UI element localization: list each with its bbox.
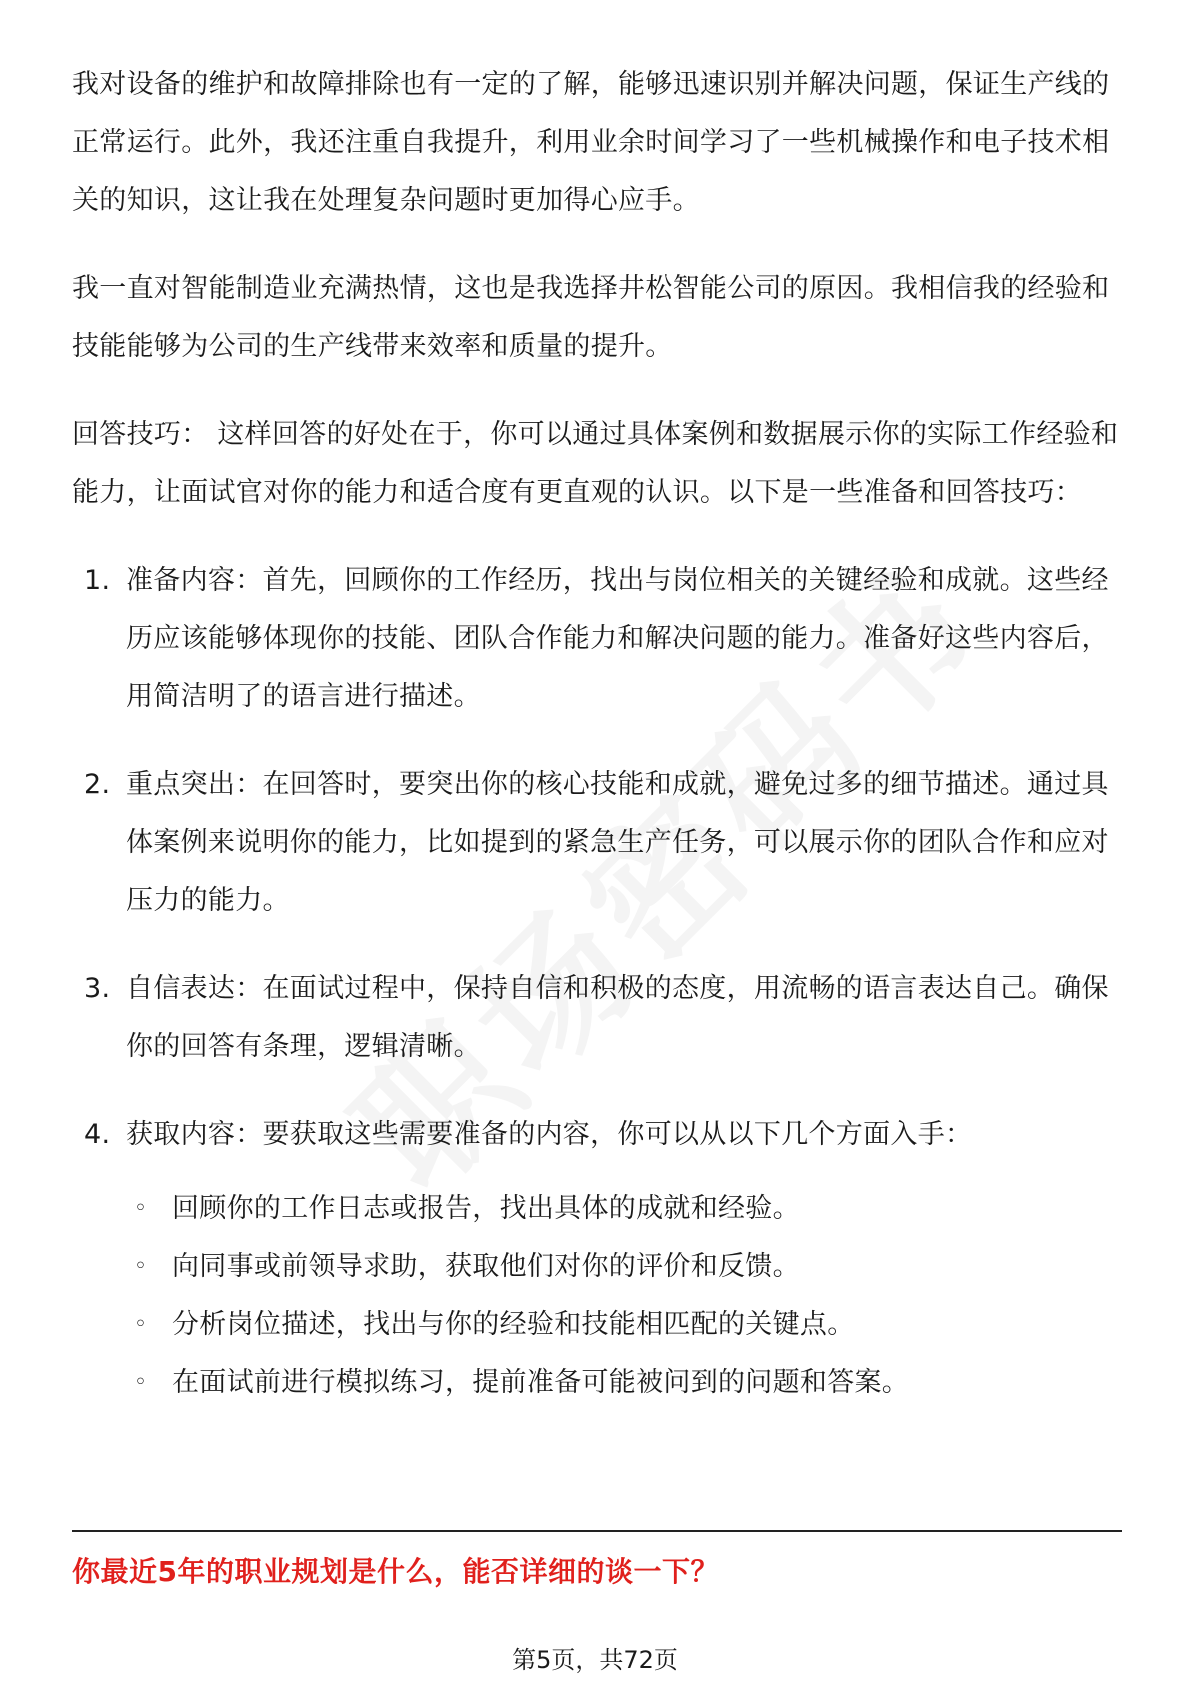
list-item: [72, 960, 1122, 1076]
page-number-footer: 第5页，共72页: [512, 1646, 678, 1674]
bullet-icon: ◦: [134, 1196, 148, 1221]
sub-list-item: [126, 1354, 1122, 1412]
sub-list-item: [126, 1180, 1122, 1238]
list-item-text: 准备内容：首先，回顾你的工作经历，找出与岗位相关的关键经验和成就。这些经历应该能够体现你的技能、团队合作能力和解决问题的能力。准备好这些内容后，用简洁明了的语言进行描述。: [126, 565, 1109, 712]
paragraph-motivation: 我一直对智能制造业充满热情，这也是我选择井松智能公司的原因。我相信我的经验和技能能够为公司的生产线带来效率和质量的提升。: [72, 273, 1110, 362]
paragraph-answer-tips: 回答技巧： 这样回答的好处在于，你可以通过具体案例和数据展示你的实际工作经验和能力，让面试官对你的能力和适合度有更直观的认识。以下是一些准备和回答技巧：: [72, 419, 1119, 508]
sub-list-item-text: 向同事或前领导求助，获取他们对你的评价和反馈。: [172, 1251, 800, 1282]
list-item-text: 重点突出：在回答时，要突出你的核心技能和成就，避免过多的细节描述。通过具体案例来说明你的能力，比如提到的紧急生产任务，可以展示你的团队合作和应对压力的能力。: [126, 769, 1109, 916]
paragraph-maintenance: 我对设备的维护和故障排除也有一定的了解，能够迅速识别并解决问题，保证生产线的正常运行。此外，我还注重自我提升，利用业余时间学习了一些机械操作和电子技术相关的知识，这让我在处理复杂问题时更加得心应手。: [72, 69, 1110, 216]
sub-list: [126, 1180, 1122, 1412]
list-number: 4.: [84, 1119, 111, 1150]
list-number: 2.: [84, 769, 111, 800]
list-item-text: 获取内容：要获取这些需要准备的内容，你可以从以下几个方面入手：: [126, 1119, 973, 1150]
tips-list: [72, 552, 1122, 1412]
sub-list-item-text: 在面试前进行模拟练习，提前准备可能被问到的问题和答案。: [172, 1367, 910, 1398]
sub-list-item: [126, 1238, 1122, 1296]
list-item: [72, 756, 1122, 930]
sub-list-item: [126, 1296, 1122, 1354]
section-divider: [72, 1530, 1122, 1532]
list-number: 3.: [84, 973, 111, 1004]
list-item: [72, 552, 1122, 726]
sub-list-item-text: 分析岗位描述，找出与你的经验和技能相匹配的关键点。: [172, 1309, 855, 1340]
sub-list-item-text: 回顾你的工作日志或报告，找出具体的成就和经验。: [172, 1193, 800, 1224]
main-content: [72, 56, 1122, 1442]
list-item-text: 自信表达：在面试过程中，保持自信和积极的态度，用流畅的语言表达自己。确保你的回答有条理，逻辑清晰。: [126, 973, 1109, 1062]
next-question-heading: 你最近5年的职业规划是什么，能否详细的谈一下？: [72, 1555, 719, 1588]
list-number: 1.: [84, 565, 111, 596]
bullet-icon: ◦: [134, 1370, 148, 1395]
bullet-icon: ◦: [134, 1312, 148, 1337]
list-item: [72, 1106, 1122, 1412]
bullet-icon: ◦: [134, 1254, 148, 1279]
